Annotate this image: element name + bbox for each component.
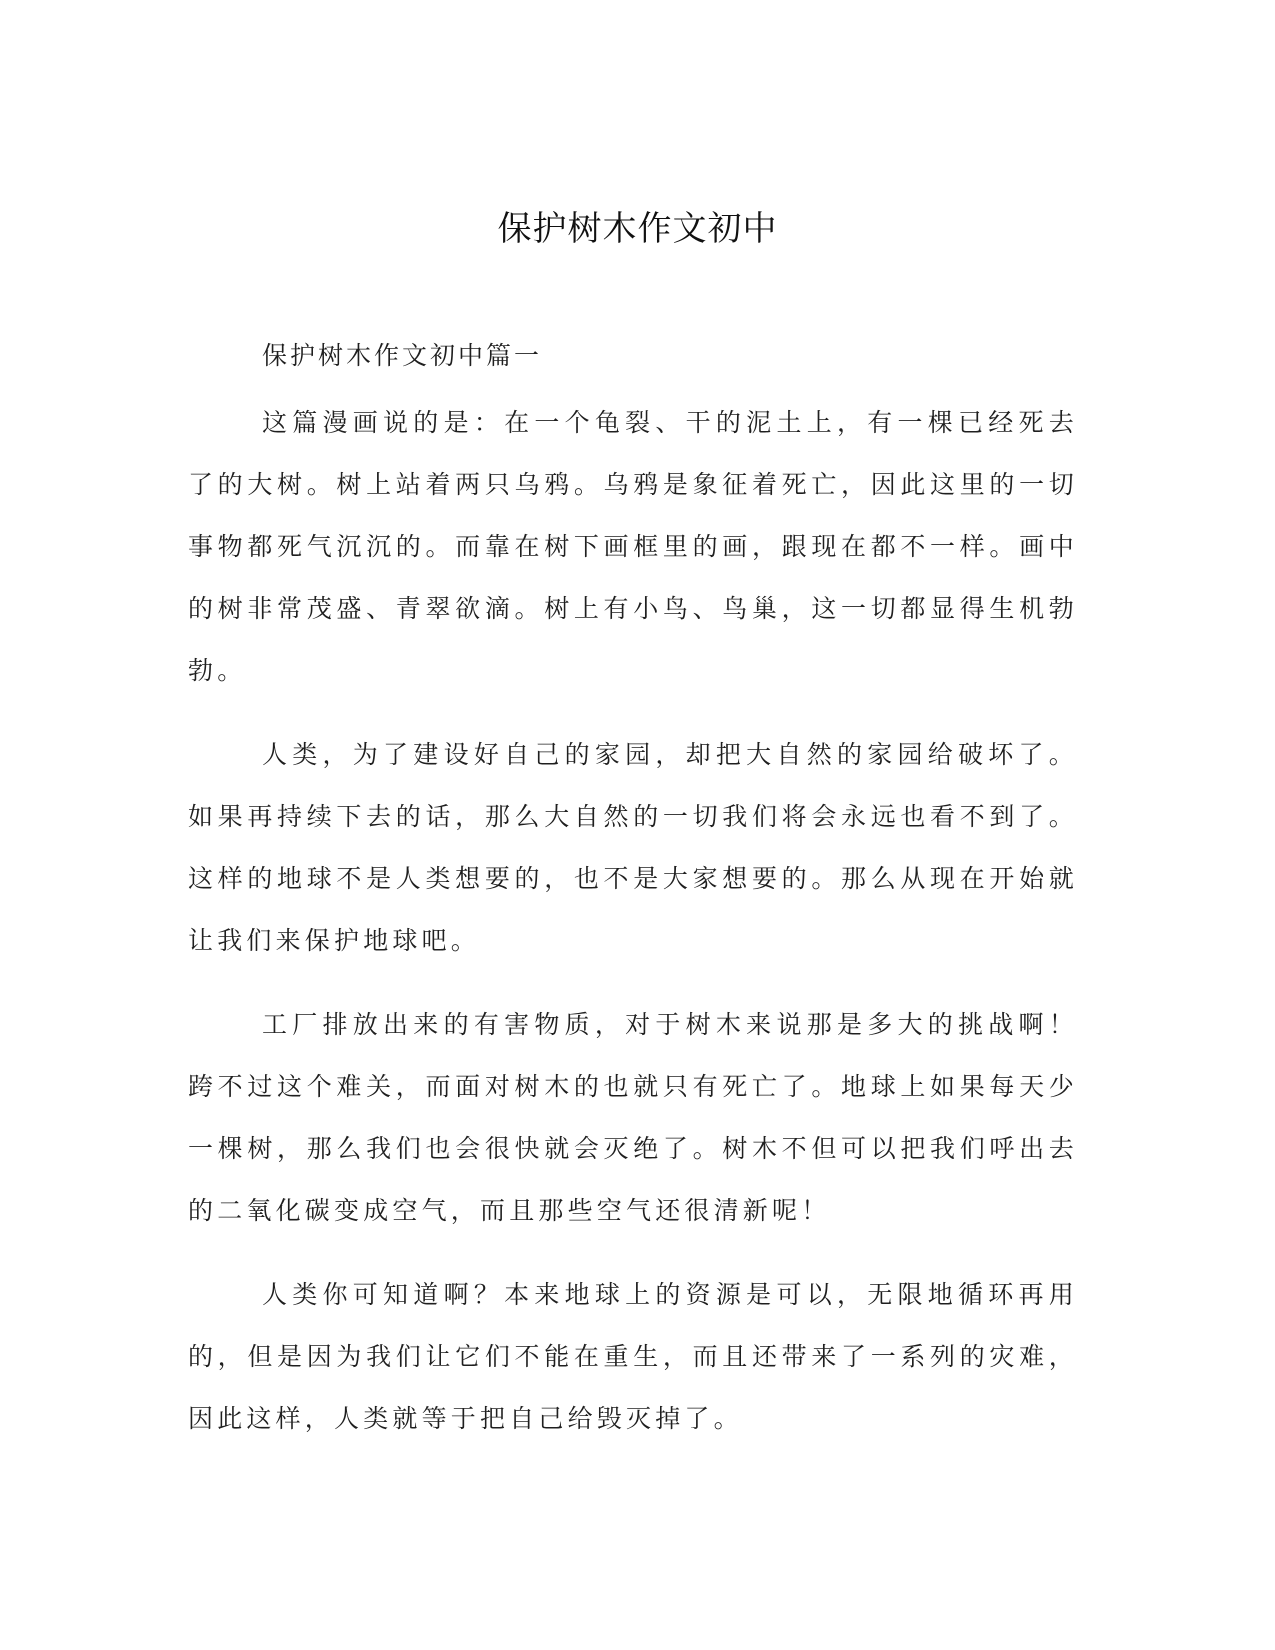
- document-body: [188, 336, 1078, 1450]
- paragraph-2: 人类，为了建设好自己的家园，却把大自然的家园给破坏了。如果再持续下去的话，那么大自然的一切我们将会永远也看不到了。这样的地球不是人类想要的，也不是大家想要的。那么从现在开始就让我们来保护地球吧。: [188, 740, 1078, 955]
- paragraph-1: 这篇漫画说的是：在一个龟裂、干的泥土上，有一棵已经死去了的大树。树上站着两只乌鸦。乌鸦是象征着死亡，因此这里的一切事物都死气沉沉的。而靠在树下画框里的画，跟现在都不一样。画中的树非常茂盛、青翠欲滴。树上有小鸟、鸟巢，这一切都显得生机勃勃。: [188, 408, 1078, 685]
- paragraph-3: 工厂排放出来的有害物质，对于树木来说那是多大的挑战啊！跨不过这个难关，而面对树木的也就只有死亡了。地球上如果每天少一棵树，那么我们也会很快就会灭绝了。树木不但可以把我们呼出去的二氧化碳变成空气，而且那些空气还很清新呢！: [188, 1010, 1078, 1225]
- paragraph-4: 人类你可知道啊？本来地球上的资源是可以，无限地循环再用的，但是因为我们让它们不能在重生，而且还带来了一系列的灾难，因此这样，人类就等于把自己给毁灭掉了。: [188, 1280, 1078, 1433]
- section-heading: 保护树木作文初中篇一: [262, 341, 543, 370]
- document-title: 保护树木作文初中: [497, 209, 778, 249]
